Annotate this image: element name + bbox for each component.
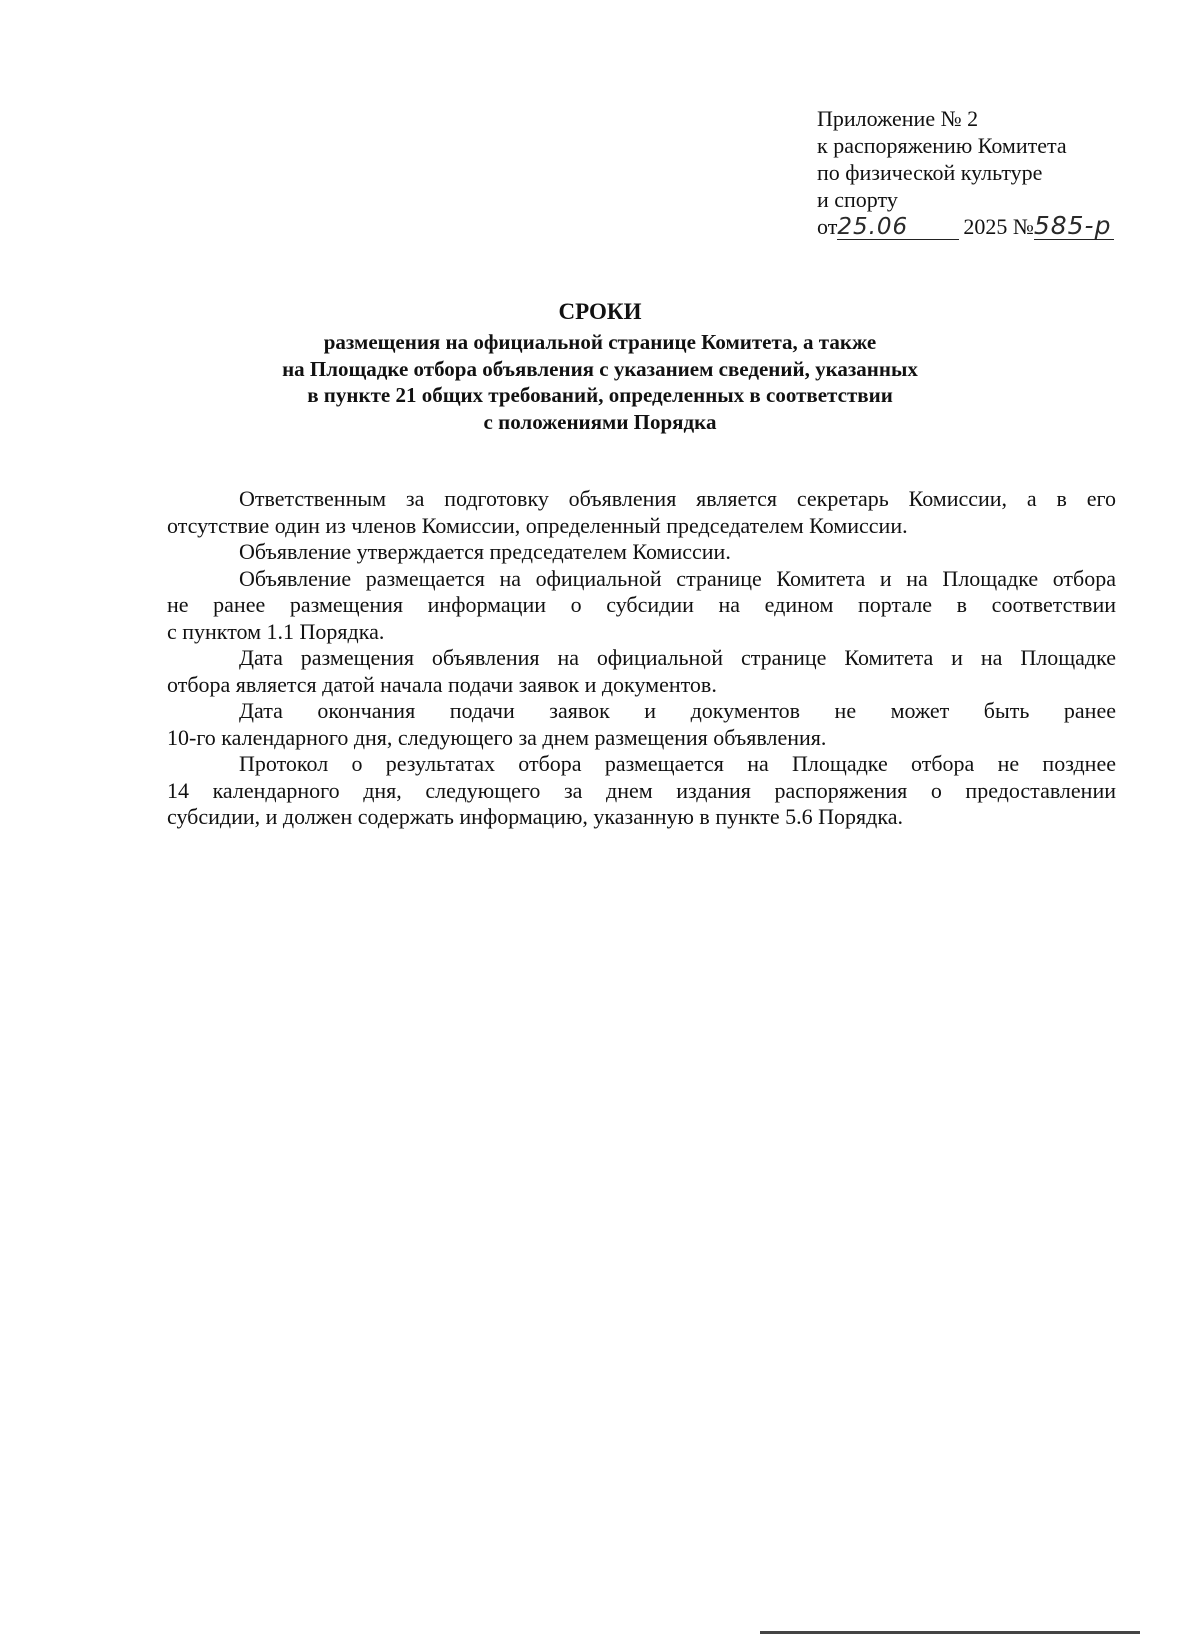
scan-edge-line	[760, 1631, 1140, 1634]
handwritten-date: 25.06	[837, 214, 909, 240]
paragraph-responsible	[167, 486, 1116, 539]
appendix-header	[817, 105, 1157, 240]
year-and-number-label: 2025 №	[963, 214, 1034, 239]
title-subtitle	[180, 329, 1020, 435]
appendix-line-4: и спорту	[817, 187, 898, 212]
handwritten-number: 585-р	[1033, 211, 1112, 240]
text-line: Ответственным за подготовку объявления является секретарь Комиссии, а в его	[239, 486, 1116, 511]
text-line: 14 календарного дня, следующего за днем издания распоряжения о предоставлении	[167, 777, 1116, 803]
appendix-date-line	[817, 213, 1157, 240]
text-line: Объявление размещается на официальной странице Комитета и на Площадке отбора	[239, 565, 1116, 591]
text-line: Дата окончания подачи заявок и документов не может быть ранее	[239, 698, 1116, 723]
paragraph-placement	[167, 566, 1116, 646]
text-line: Протокол о результатах отбора размещается на Площадке отбора не позднее	[239, 751, 1116, 776]
paragraph-start-date	[167, 645, 1116, 698]
text-line: с пунктом 1.1 Порядка.	[167, 618, 385, 644]
paragraph-protocol	[167, 751, 1116, 831]
document-body	[167, 486, 1116, 831]
paragraph-end-date	[167, 698, 1116, 751]
appendix-line-1: Приложение № 2	[817, 106, 979, 131]
document-title	[180, 297, 1020, 435]
text-line: отсутствие один из членов Комиссии, определенный председателем Комиссии.	[167, 512, 908, 538]
title-sub-line: с положениями Порядка	[483, 409, 717, 434]
date-prefix: от	[817, 214, 838, 239]
title-main: СРОКИ	[558, 299, 642, 324]
text-line: отбора является датой начала подачи заявок и документов.	[167, 671, 717, 697]
text-line: 10-го календарного дня, следующего за днем размещения объявления.	[167, 724, 827, 750]
text-line: субсидии, и должен содержать информацию, указанную в пункте 5.6 Порядка.	[167, 804, 903, 829]
paragraph-approval	[167, 539, 1116, 566]
appendix-line-3: по физической культуре	[817, 160, 1043, 185]
appendix-line-2: к распоряжению Комитета	[817, 133, 1067, 158]
text-line: Объявление утверждается председателем Комиссии.	[239, 539, 731, 564]
title-sub-line: размещения на официальной странице Комитета, а также	[323, 330, 877, 354]
text-line: не ранее размещения информации о субсидии на едином портале в соответствии	[167, 592, 1116, 617]
number-blank	[1033, 211, 1114, 240]
title-sub-line: на Площадке отбора объявления с указанием сведений, указанных	[282, 356, 918, 381]
date-blank	[837, 215, 959, 240]
title-sub-line: в пункте 21 общих требований, определенных в соответствии	[307, 383, 893, 407]
text-line: Дата размещения объявления на официальной странице Комитета и на Площадке	[239, 645, 1116, 670]
